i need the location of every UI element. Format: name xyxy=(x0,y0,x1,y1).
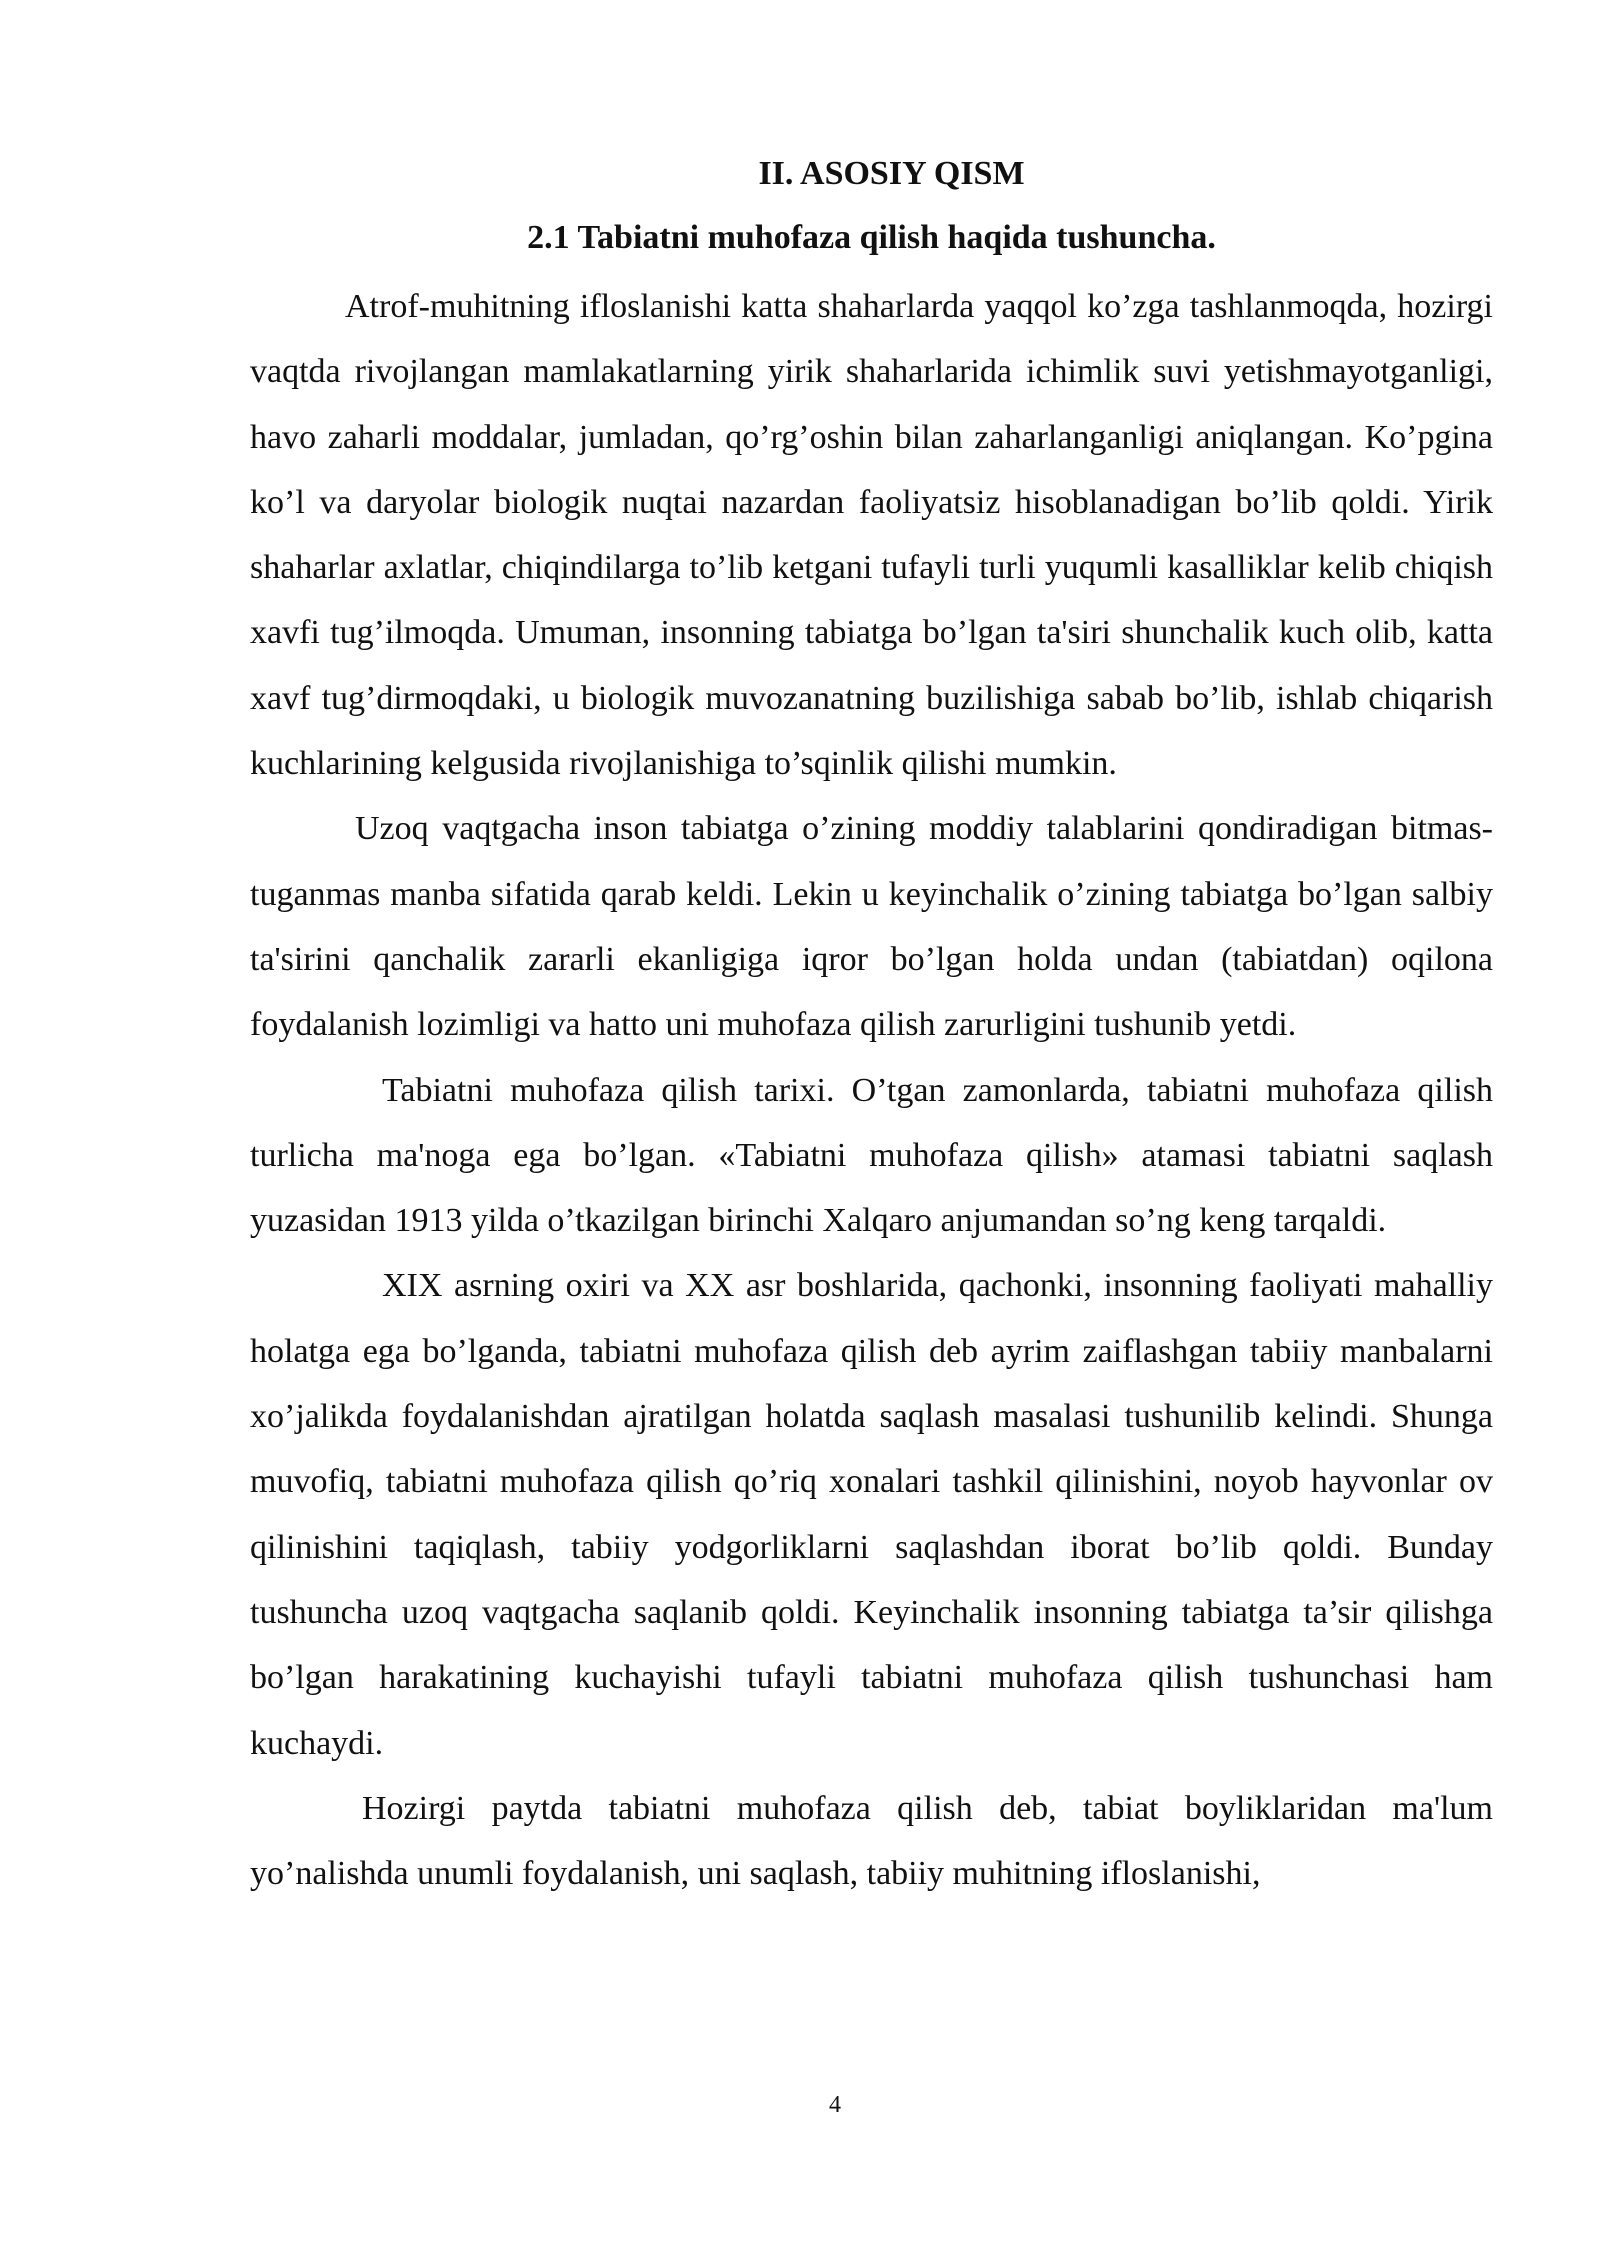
paragraph-4: XIX asrning oxiri va XX asr boshlarida, qachonki, insonning faoliyati mahalliy holatga ega bo’lganda, tabiatni muhofaza qilish deb ayrim zaiflashgan tabiiy manbalarni xo’jalikda foydalanishdan ajratilgan holatda saqlash masalasi tushunilib kelindi. Shunga muvofiq, tabiatni muhofaza qilish qo’riq xonalari tashkil qilinishini, noyob hayvonlar ov qilinishini taqiqlash, tabiiy yodgorliklarni saqlashdan iborat bo’lib qoldi. Bunday tushuncha uzoq vaqtgacha saqlanib qoldi. Keyinchalik insonning tabiatga ta’sir qilishga bo’lgan harakatining kuchayishi tufayli tabiatni muhofaza qilish tushunchasi ham kuchaydi. xyxy=(250,1267,1493,1762)
paragraph-3: Tabiatni muhofaza qilish tarixi. O’tgan zamonlarda, tabiatni muhofaza qilish turlicha ma'noga ega bo’lgan. «Tabiatni muhofaza qilish» atamasi tabiatni saqlash yuzasidan 1913 yilda o’tkazilgan birinchi Xalqaro anjumandan so’ng keng tarqaldi. xyxy=(250,1071,1493,1240)
subsection-title: 2.1 Tabiatni muhofaza qilish haqida tushuncha. xyxy=(527,219,1216,256)
section-title: II. ASOSIY QISM xyxy=(758,155,1025,192)
page-number: 4 xyxy=(829,2092,841,2118)
paragraph-1: Atrof-muhitning ifloslanishi katta shaharlarda yaqqol ko’zga tashlanmoqda, hozirgi vaqtda rivojlangan mamlakatlarning yirik shaharlarida ichimlik suvi yetishmayotganligi, havo zaharli moddalar, jumladan, qo’rg’oshin bilan zaharlanganligi aniqlangan. Ko’pgina ko’l va daryolar biologik nuqtai nazardan faoliyatsiz hisoblanadigan bo’lib qoldi. Yirik shaharlar axlatlar, chiqindilarga to’lib ketgani tufayli turli yuqumli kasalliklar kelib chiqish xavfi tug’ilmoqda. Umuman, insonning tabiatga bo’lgan ta'siri shunchalik kuch olib, katta xavf tug’dirmoqdaki, u biologik muvozanatning buzilishiga sabab bo’lib, ishlab chiqarish kuchlarining kelgusida rivojlanishiga to’sqinlik qilishi mumkin. xyxy=(250,288,1493,783)
document-page xyxy=(250,150,1493,1906)
paragraph-2: Uzoq vaqtgacha inson tabiatga o’zining moddiy talablarini qondiradigan bitmas-tuganmas manba sifatida qarab keldi. Lekin u keyinchalik o’zining tabiatga bo’lgan salbiy ta'sirini qanchalik zararli ekanligiga iqror bo’lgan holda undan (tabiatdan) oqilona foydalanish lozimligi va hatto uni muhofaza qilish zarurligini tushunib yetdi. xyxy=(250,810,1493,1044)
paragraph-5: Hozirgi paytda tabiatni muhofaza qilish deb, tabiat boyliklaridan ma'lum yo’nalishda unumli foydalanish, uni saqlash, tabiiy muhitning ifloslanishi, xyxy=(250,1789,1493,1893)
